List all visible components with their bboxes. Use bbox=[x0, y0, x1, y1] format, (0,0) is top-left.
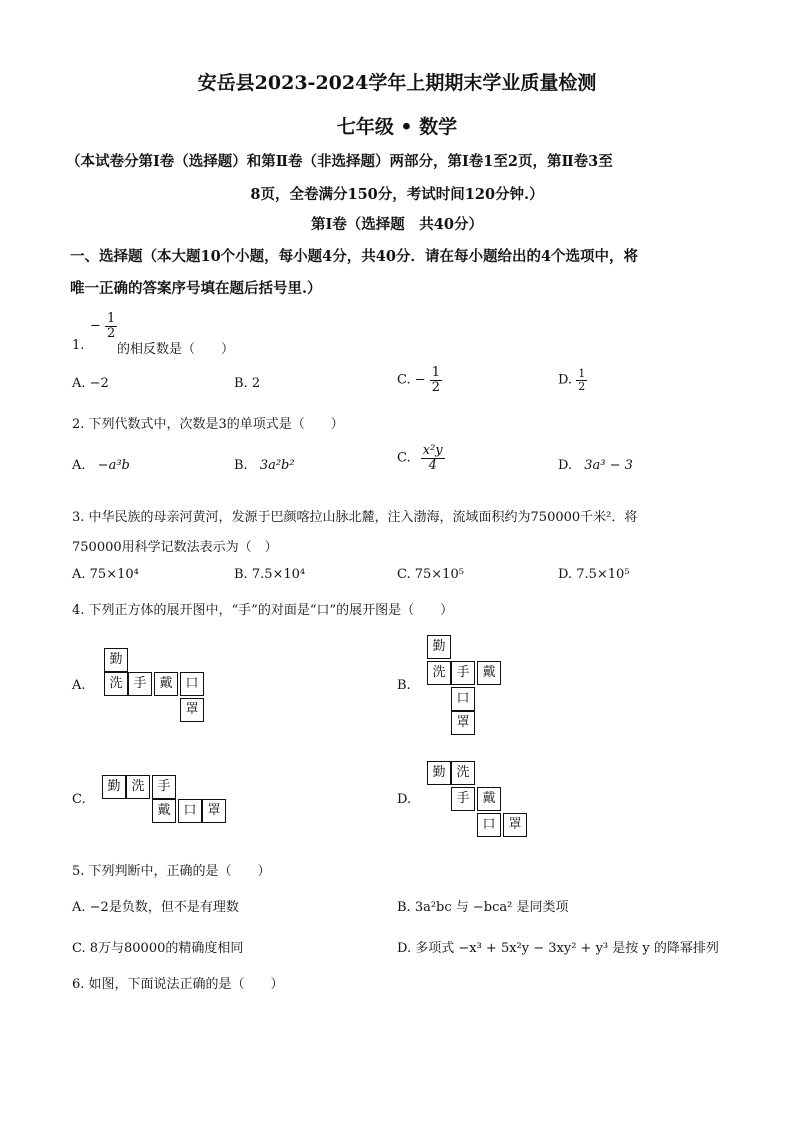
exam-subtitle: 七年级 • 数学 bbox=[336, 116, 458, 138]
q1-fraction bbox=[90, 312, 117, 340]
net-c-cell: 戴 bbox=[152, 799, 176, 823]
q2-stem: 2. 下列代数式中，次数是3的单项式是（ ） bbox=[72, 417, 344, 432]
q1-option-c-denominator: 2 bbox=[431, 379, 441, 395]
net-d-cell: 罩 bbox=[503, 813, 527, 837]
q3-option-a: A. 75×10⁴ bbox=[72, 567, 139, 582]
net-b-cell: 勤 bbox=[427, 635, 451, 659]
net-a-cell: 戴 bbox=[154, 672, 178, 696]
q1-fraction-sign: − bbox=[90, 318, 101, 334]
q3-stem-line1: 3. 中华民族的母亲河黄河，发源于巴颜喀拉山脉北麓，注入渤海，流域面积约为750000千米²．将 bbox=[72, 510, 638, 525]
part-heading: 第Ⅰ卷（选择题 共40分） bbox=[311, 216, 483, 233]
q1-number: 1. bbox=[72, 338, 85, 353]
q2-option-c-numerator: x²y bbox=[422, 443, 443, 458]
q3-option-b: B. 7.5×10⁴ bbox=[234, 567, 306, 582]
q2-option-c-label: C. bbox=[397, 450, 411, 466]
q2-option-a-label: A. bbox=[72, 458, 86, 473]
q6-stem: 6. 如图，下面说法正确的是（ ） bbox=[72, 977, 284, 992]
q2-option-a bbox=[72, 458, 130, 473]
q1-stem: 的相反数是（ ） bbox=[117, 342, 235, 357]
q2-option-c bbox=[397, 444, 445, 472]
exam-title: 安岳县2023-2024学年上期期末学业质量检测 bbox=[197, 72, 597, 94]
q5-option-a: A. −2是负数，但不是有理数 bbox=[72, 900, 239, 915]
net-b-cell: 手 bbox=[451, 661, 475, 685]
q1-option-a: A. −2 bbox=[72, 376, 109, 391]
q1-option-d bbox=[558, 368, 587, 392]
net-b-cell: 口 bbox=[451, 687, 475, 711]
q5-option-d: D. 多项式 −x³ + 5x²y − 3xy² + y³ 是按 y 的降幂排列 bbox=[397, 941, 719, 956]
q2-option-d-expr: 3a³ − 3 bbox=[584, 458, 633, 473]
net-a-cell: 勤 bbox=[104, 648, 128, 672]
q5-stem: 5. 下列判断中，正确的是（ ） bbox=[72, 864, 271, 879]
q2-option-d-label: D. bbox=[558, 458, 573, 473]
net-d-cell: 戴 bbox=[477, 787, 501, 811]
net-b-cell: 罩 bbox=[451, 711, 475, 735]
net-d-cell: 勤 bbox=[427, 761, 451, 785]
q2-option-a-expr: −a³b bbox=[97, 458, 130, 473]
net-c-cell: 手 bbox=[152, 775, 176, 799]
q1-option-d-numerator: 1 bbox=[578, 367, 586, 380]
net-d-cell: 洗 bbox=[451, 761, 475, 785]
net-c-cell: 口 bbox=[178, 799, 202, 823]
exam-note-line2: 8页，全卷满分150分，考试时间120分钟.） bbox=[250, 186, 544, 203]
q1-option-d-label: D. bbox=[558, 372, 573, 388]
section-heading-line2: 唯一正确的答案序号填在题后括号里.） bbox=[70, 280, 322, 297]
net-d-cell: 口 bbox=[477, 813, 501, 837]
q2-option-b bbox=[234, 458, 295, 473]
q5-option-c: C. 8万与80000的精确度相同 bbox=[72, 941, 244, 956]
net-d-cell: 手 bbox=[451, 787, 475, 811]
q4-option-b-label: B. bbox=[397, 678, 411, 693]
q5-option-b: B. 3a²bc 与 −bca² 是同类项 bbox=[397, 900, 569, 915]
net-a-cell: 洗 bbox=[104, 672, 128, 696]
net-a-cell: 手 bbox=[128, 672, 152, 696]
net-a-cell: 口 bbox=[180, 672, 204, 696]
net-b-cell: 洗 bbox=[427, 661, 451, 685]
q4-stem: 4. 下列正方体的展开图中，“手”的对面是“口”的展开图是（ ） bbox=[72, 603, 454, 618]
q1-option-c-numerator: 1 bbox=[431, 365, 441, 380]
q3-stem-line2: 750000用科学记数法表示为（ ） bbox=[72, 540, 278, 555]
q2-option-b-label: B. bbox=[234, 458, 248, 473]
q1-fraction-denominator: 2 bbox=[107, 325, 116, 341]
q4-option-c-label: C. bbox=[72, 792, 86, 807]
section-heading-line1: 一、选择题（本大题10个小题，每小题4分，共40分．请在每小题给出的4个选项中，将 bbox=[70, 248, 639, 265]
q2-option-d bbox=[558, 458, 633, 473]
q1-option-c-label: C. − bbox=[397, 372, 426, 388]
q1-option-c bbox=[397, 366, 442, 394]
q1-option-b: B. 2 bbox=[234, 376, 261, 391]
net-c-cell: 罩 bbox=[202, 799, 226, 823]
q3-option-c: C. 75×10⁵ bbox=[397, 567, 464, 582]
q1-option-d-denominator: 2 bbox=[578, 379, 586, 393]
q1-fraction-numerator: 1 bbox=[107, 311, 116, 326]
q4-option-a-label: A. bbox=[72, 678, 86, 693]
q2-option-b-expr: 3a²b² bbox=[259, 458, 295, 473]
q2-option-c-denominator: 4 bbox=[428, 457, 437, 473]
net-c-cell: 勤 bbox=[102, 775, 126, 799]
q3-option-d: D. 7.5×10⁵ bbox=[558, 567, 630, 582]
net-c-cell: 洗 bbox=[126, 775, 150, 799]
net-b-cell: 戴 bbox=[477, 661, 501, 685]
q4-option-d-label: D. bbox=[397, 792, 412, 807]
net-a-cell: 罩 bbox=[180, 698, 204, 722]
exam-note-line1: （本试卷分第Ⅰ卷（选择题）和第Ⅱ卷（非选择题）两部分，第Ⅰ卷1至2页，第Ⅱ卷3至 bbox=[66, 153, 613, 170]
